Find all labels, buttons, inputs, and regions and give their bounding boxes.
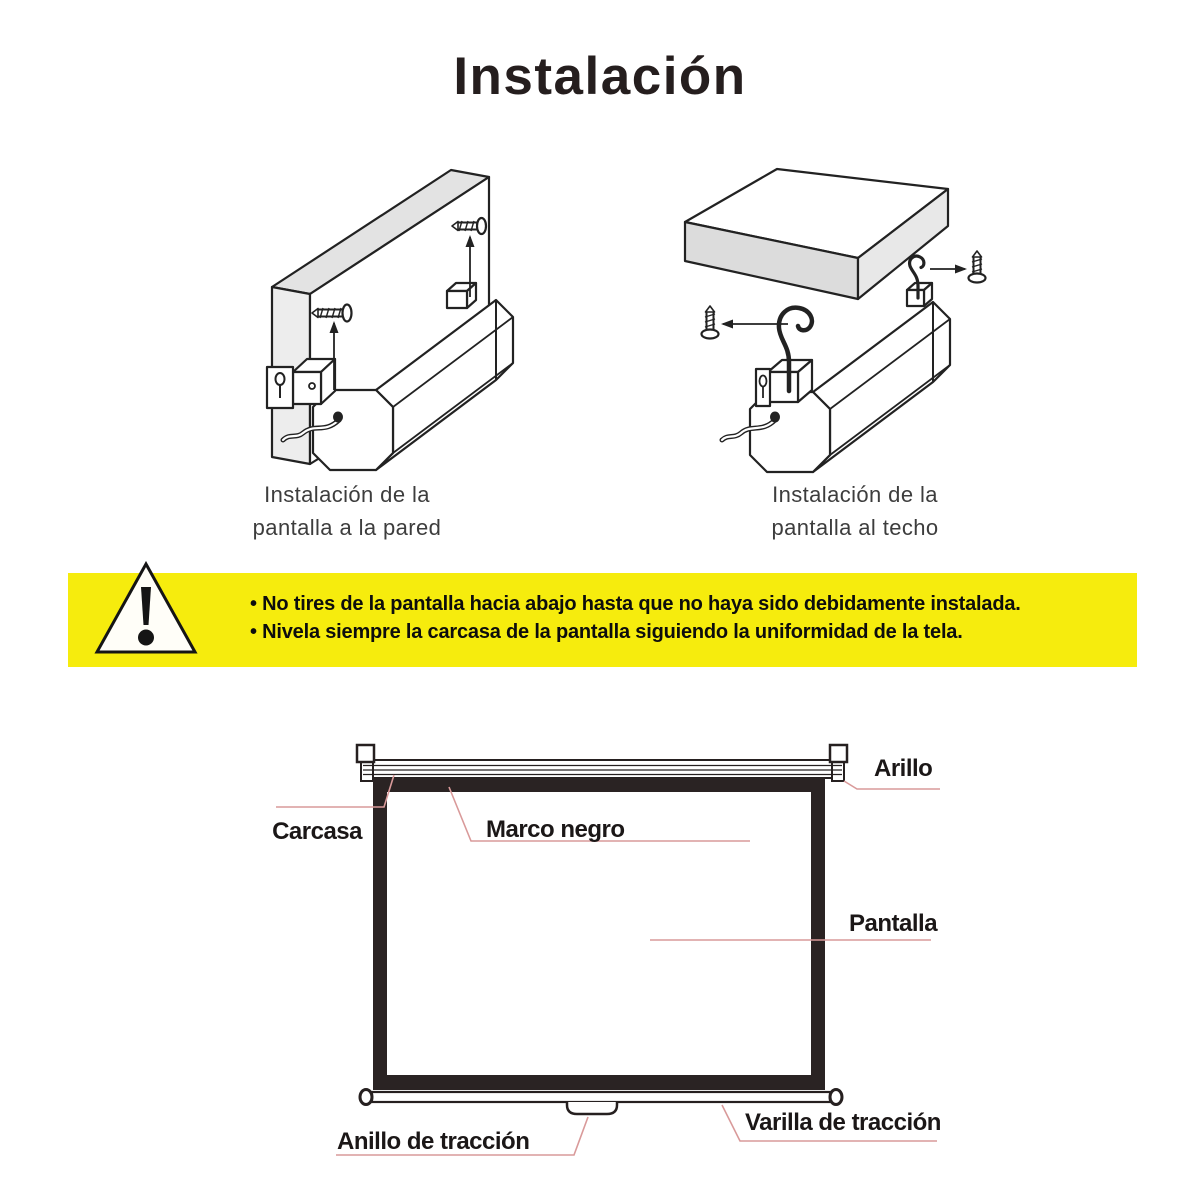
label-varilla-traccion: Varilla de tracción	[745, 1109, 941, 1136]
label-marco-negro: Marco negro	[486, 816, 625, 843]
hanger-tab	[361, 761, 373, 781]
caption-wall-install	[214, 478, 480, 544]
hanger-bracket	[830, 745, 847, 762]
end-ring	[830, 1090, 842, 1105]
warning-text	[250, 590, 1021, 646]
tube-end-cap	[313, 390, 393, 470]
screen-parts-diagram	[250, 733, 1020, 1170]
ceiling-shape	[685, 169, 948, 299]
screw-icon	[930, 251, 986, 283]
label-arillo: Arillo	[874, 755, 933, 782]
ceiling-mount-illustration	[655, 155, 1000, 475]
caption-line: pantalla a la pared	[252, 515, 442, 540]
pull-rod	[372, 1092, 830, 1102]
caption-ceiling-install	[722, 478, 988, 544]
hanger-tab	[832, 761, 844, 781]
label-carcasa: Carcasa	[272, 818, 362, 845]
wall-mount-illustration	[255, 158, 575, 473]
screen-tube	[813, 302, 950, 472]
mounting-bracket	[267, 359, 335, 408]
end-ring	[360, 1090, 372, 1105]
pull-ring-handle	[567, 1102, 617, 1114]
housing-bar	[362, 760, 843, 778]
caption-line: Instalación de la	[772, 482, 938, 507]
exclamation-triangle-icon	[94, 561, 198, 655]
screw-icon	[702, 306, 789, 339]
warning-bullet: • Nivela siempre la carcasa de la pantalla siguiendo la uniformidad de la tela.	[250, 621, 963, 643]
page-title: Instalación	[453, 47, 747, 106]
caption-line: Instalación de la	[264, 482, 430, 507]
leader-line	[844, 781, 940, 789]
warning-bullet: • No tires de la pantalla hacia abajo hasta que no haya sido debidamente instalada.	[250, 593, 1021, 615]
caption-line: pantalla al techo	[771, 515, 939, 540]
far-bracket	[447, 283, 476, 308]
label-anillo-traccion: Anillo de tracción	[337, 1128, 530, 1155]
label-pantalla: Pantalla	[849, 910, 938, 937]
hanger-bracket	[357, 745, 374, 762]
